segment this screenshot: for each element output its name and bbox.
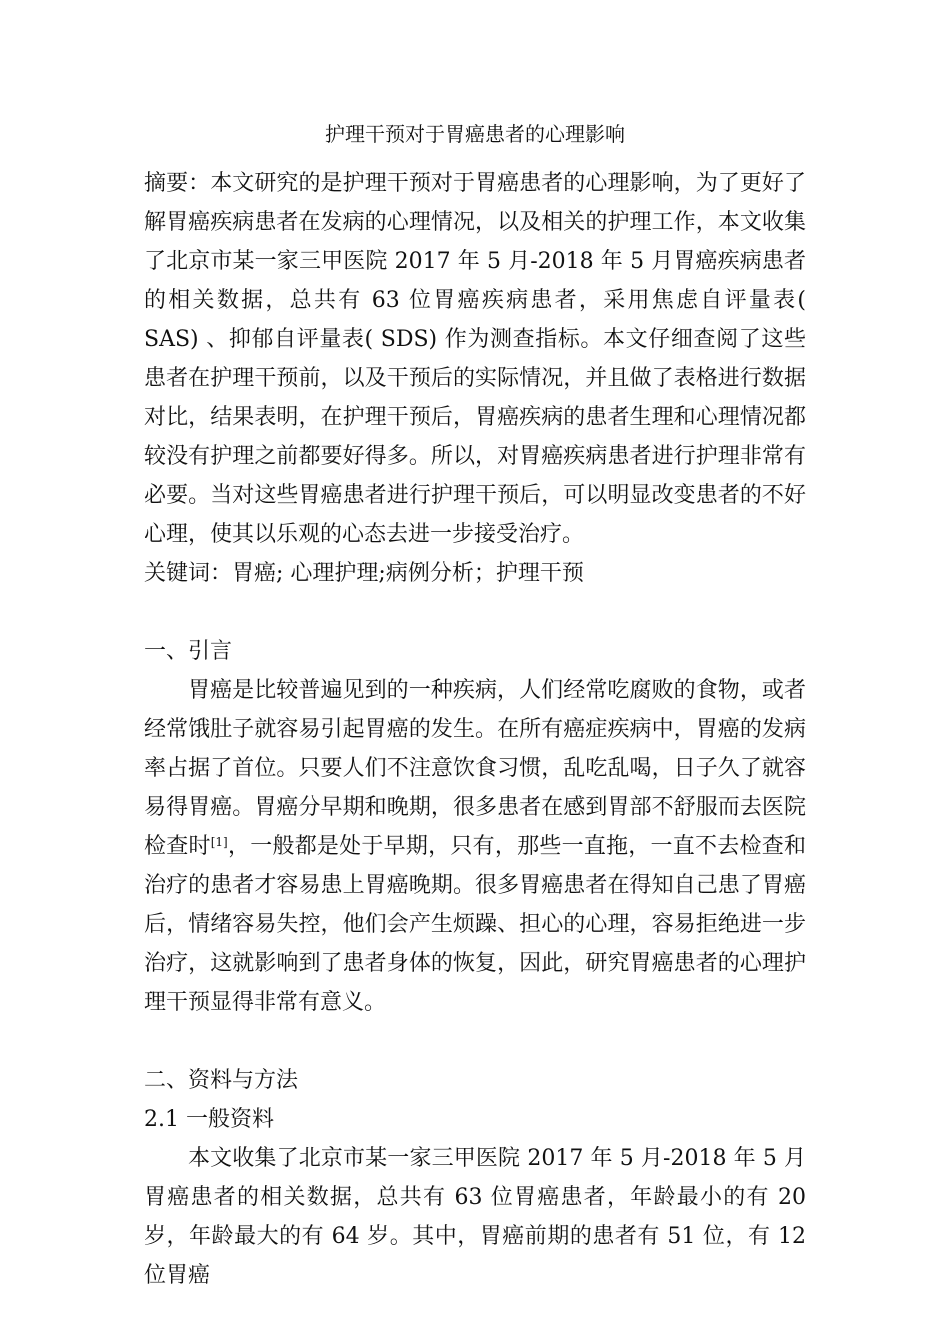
general-data-paragraph: 本文收集了北京市某一家三甲医院 2017 年 5 月-2018 年 5 月胃癌患者的相关数据，总共有 63 位胃癌患者，年龄最小的有 20 岁，年龄最大的有 64 岁。其中，胃癌前期的患者有 51 位，有 12 位胃癌 — [144, 1146, 806, 1288]
abstract-label: 摘要： — [144, 171, 211, 196]
introduction-text-part-2: ，一般都是处于早期，只有，那些一直拖，一直不去检查和治疗的患者才容易患上胃癌晚期。很多胃癌患者在得知自己患了胃癌后，情绪容易失控，他们会产生烦躁、担心的心理，容易拒绝进一步治疗，这就影响到了患者身体的恢复，因此，研究胃癌患者的心理护理干预显得非常有意义。 — [144, 834, 806, 1015]
introduction-paragraph — [144, 671, 806, 1022]
abstract-paragraph — [144, 164, 806, 554]
abstract-text: 本文研究的是护理干预对于胃癌患者的心理影响，为了更好了解胃癌疾病患者在发病的心理情况，以及相关的护理工作，本文收集了北京市某一家三甲医院 2017 年 5 月-2018 年 5 月胃癌疾病患者的相关数据，总共有 63 位胃癌疾病患者，采用焦虑自评量表( SAS) 、抑郁自评量表( SDS) 作为测查指标。本文仔细查阅了这些患者在护理干预前，以及干预后的实际情况，并且做了表格进行数据对比，结果表明，在护理干预后，胃癌疾病的患者生理和心理情况都较没有护理之前都要好得多。所以，对胃癌疾病患者进行护理非常有必要。当对这些胃癌患者进行护理干预后，可以明显改变患者的不好心理，使其以乐观的心态去进一步接受治疗。 — [144, 171, 806, 547]
document-page — [144, 118, 806, 1295]
paper-title: 护理干预对于胃癌患者的心理影响 — [325, 122, 625, 146]
keywords-label: 关键词： — [144, 561, 233, 586]
keywords-line — [144, 554, 806, 593]
introduction-text-part-1: 胃癌是比较普遍见到的一种疾病，人们经常吃腐败的食物，或者经常饿肚子就容易引起胃癌的发生。在所有癌症疾病中，胃癌的发病率占据了首位。只要人们不注意饮食习惯，乱吃乱喝，日子久了就容易得胃癌。胃癌分早期和晚期，很多患者在感到胃部不舒服而去医院检查时 — [144, 678, 806, 859]
subsection-heading-general-data: 2.1 一般资料 — [144, 1107, 274, 1132]
section-heading-materials-methods: 二、资料与方法 — [144, 1068, 299, 1093]
citation-reference[interactable]: [1] — [210, 835, 228, 849]
section-heading-introduction: 一、引言 — [144, 639, 233, 664]
section-spacer — [144, 1022, 806, 1061]
keywords-text: 胃癌; 心理护理;病例分析；护理干预 — [232, 561, 584, 586]
section-spacer — [144, 593, 806, 632]
